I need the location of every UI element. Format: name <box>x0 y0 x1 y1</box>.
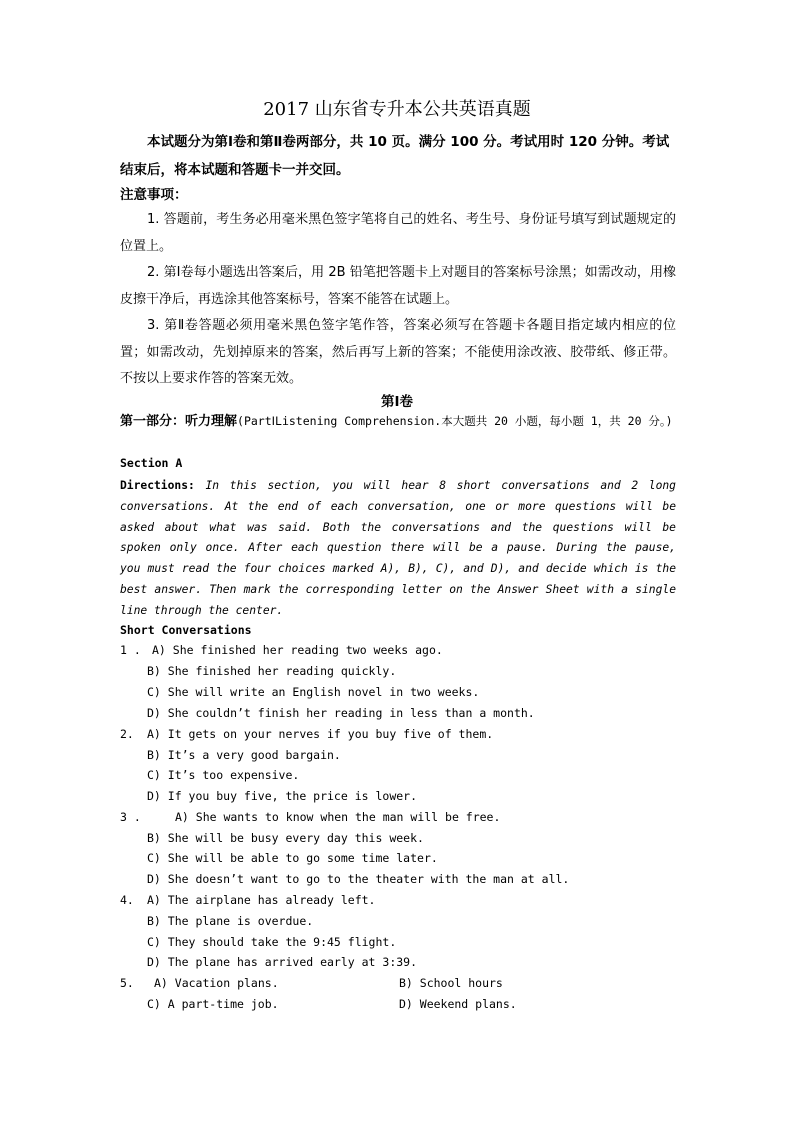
document-title: 2017 山东省专升本公共英语真题 <box>263 99 531 120</box>
question-5-option-d: D) Weekend plans. <box>399 997 517 1011</box>
question-4-option-b: B) The plane is overdue. <box>147 914 314 928</box>
notice-item-1: 1. 答题前，考生务必用毫米黑色签字笔将自己的姓名、考生号、身份证号填写到试题规定的位置上。 <box>120 212 676 254</box>
question-4-number: 4. <box>120 893 134 907</box>
question-5-number: 5. <box>120 976 134 990</box>
question-5-option-a: A) Vacation plans. <box>154 976 279 990</box>
directions-label: Directions: <box>120 479 195 492</box>
notice-heading: 注意事项： <box>120 187 188 203</box>
question-3-option-d: D) She doesn’t want to go to the theater with the man at all. <box>147 872 570 886</box>
intro-paragraph: 本试题分为第Ⅰ卷和第Ⅱ卷两部分，共 10 页。满分 100 分。考试用时 120 分钟。考试结束后，将本试题和答题卡一并交回。 <box>120 134 670 178</box>
notice-item-3: 3. 第Ⅱ卷答题必须用毫米黑色签字笔作答，答案必须写在答题卡各题目指定域内相应的位置；如需改动，先划掉原来的答案，然后再写上新的答案；不能使用涂改液、胶带纸、修正带。不按以上要求作答的答案无效。 <box>120 318 676 386</box>
question-2-option-c: C) It’s too expensive. <box>147 768 300 782</box>
question-4-option-c: C) They should take the 9:45 flight. <box>147 935 397 949</box>
question-2-option-a: A) It gets on your nerves if you buy five of them. <box>147 727 494 741</box>
question-3-option-a: A) She wants to know when the man will be free. <box>175 810 501 824</box>
question-1-option-c: C) She will write an English novel in two weeks. <box>147 685 480 699</box>
question-4-option-a: A) The airplane has already left. <box>147 893 376 907</box>
part1-heading <box>120 410 676 433</box>
question-1-option-a: A) She finished her reading two weeks ago. <box>152 643 443 657</box>
question-3-number: 3 . <box>120 810 141 824</box>
question-5-option-c: C) A part-time job. <box>147 997 279 1011</box>
directions-paragraph <box>120 476 676 622</box>
question-3-option-c: C) She will be able to go some time later. <box>147 851 438 865</box>
part1-description: (PartⅠListening Comprehension.本大题共 20 小题，每小题 1，共 20 分。) <box>237 414 673 428</box>
question-2-option-d: D) If you buy five, the price is lower. <box>147 789 418 803</box>
directions-text: In this section, you will hear 8 short conversations and 2 long conversations. At the end of each conversation, one or more questions will be asked about what was said. Both the conversations and the questions will be spoken only once. After each question there will be a pause. During the pause, you must read the four choices marked A), B), C), and D), and decide which is the best answer. Then mark the corresponding letter on the Answer Sheet with a single line through the center. <box>120 479 676 617</box>
question-4-option-d: D) The plane has arrived early at 3:39. <box>147 955 418 969</box>
section-a-heading: Section A <box>120 456 183 470</box>
question-5-option-b: B) School hours <box>399 976 503 990</box>
short-conversations-heading: Short Conversations <box>120 623 252 637</box>
question-2-number: 2. <box>120 727 134 741</box>
question-1-option-b: B) She finished her reading quickly. <box>147 664 397 678</box>
question-1-number: 1 . <box>120 643 141 657</box>
part1-title: 第一部分：听力理解 <box>120 414 238 429</box>
notice-item-2: 2. 第Ⅰ卷每小题选出答案后，用 2B 铅笔把答题卡上对题目的答案标号涂黑；如需改动，用橡皮擦干净后，再选涂其他答案标号，答案不能答在试题上。 <box>120 265 676 307</box>
volume-heading: 第Ⅰ卷 <box>380 394 414 410</box>
question-3-option-b: B) She will be busy every day this week. <box>147 831 424 845</box>
question-2-option-b: B) It’s a very good bargain. <box>147 748 341 762</box>
question-1-option-d: D) She couldn’t finish her reading in less than a month. <box>147 706 535 720</box>
